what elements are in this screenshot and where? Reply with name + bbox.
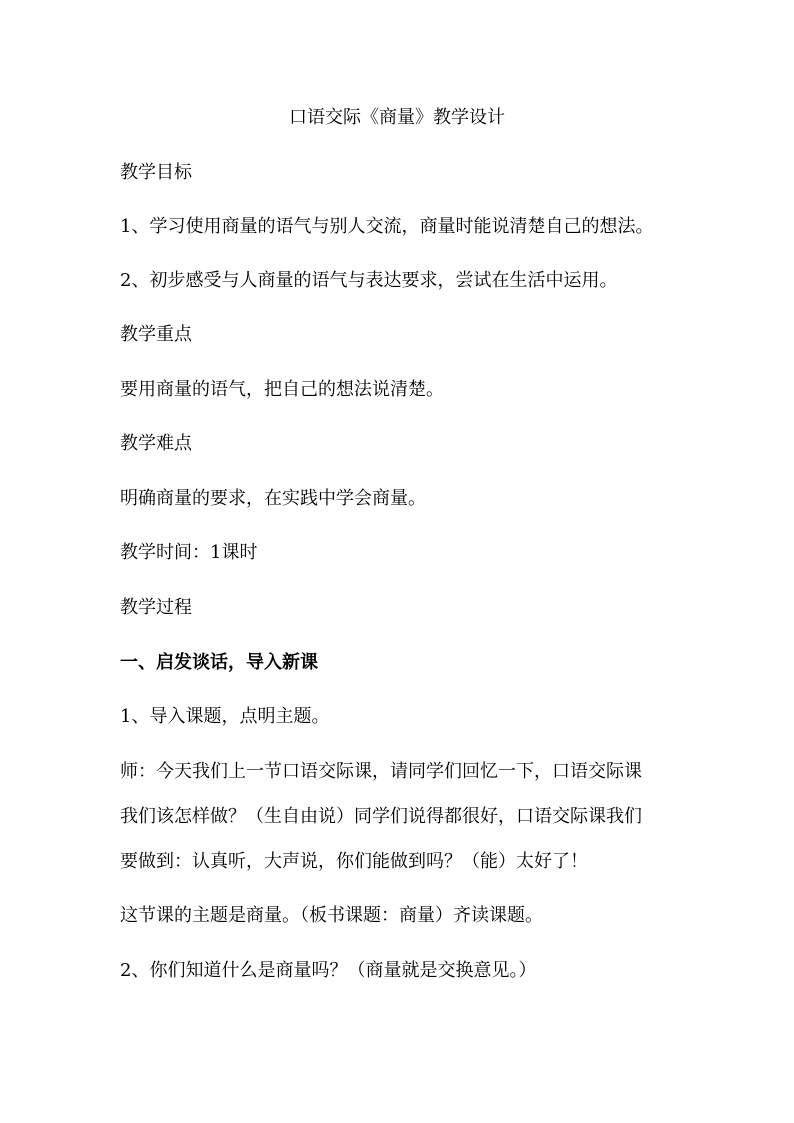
- section-1-heading: 一、启发谈话，导入新课: [120, 652, 318, 673]
- step-2: 2、你们知道什么是商量吗？（商量就是交换意见。）: [120, 960, 537, 981]
- process-heading: 教学过程: [120, 597, 192, 618]
- goals-heading: 教学目标: [120, 162, 192, 183]
- teacher-paragraph-line-1: 师：今天我们上一节口语交际课，请同学们回忆一下，口语交际课: [120, 761, 642, 782]
- teaching-time: 教学时间：1课时: [120, 542, 258, 563]
- teacher-paragraph-line-2: 我们该怎样做？（生自由说）同学们说得都很好，口语交际课我们: [120, 806, 642, 827]
- key-point-heading: 教学重点: [120, 324, 192, 345]
- teacher-paragraph-line-3: 要做到：认真听，大声说，你们能做到吗？（能）太好了！: [120, 851, 588, 872]
- document-title: 口语交际《商量》教学设计: [289, 107, 505, 128]
- topic-line: 这节课的主题是商量。（板书课题：商量）齐读课题。: [120, 905, 543, 926]
- goal-item-2: 2、初步感受与人商量的语气与表达要求，尝试在生活中运用。: [120, 270, 618, 291]
- goal-item-1: 1、学习使用商量的语气与别人交流，商量时能说清楚自己的想法。: [120, 216, 654, 237]
- step-1: 1、导入课题，点明主题。: [120, 706, 330, 727]
- difficulty-heading: 教学难点: [120, 433, 192, 454]
- key-point-text: 要用商量的语气，把自己的想法说清楚。: [120, 379, 444, 400]
- difficulty-text: 明确商量的要求，在实践中学会商量。: [120, 488, 426, 509]
